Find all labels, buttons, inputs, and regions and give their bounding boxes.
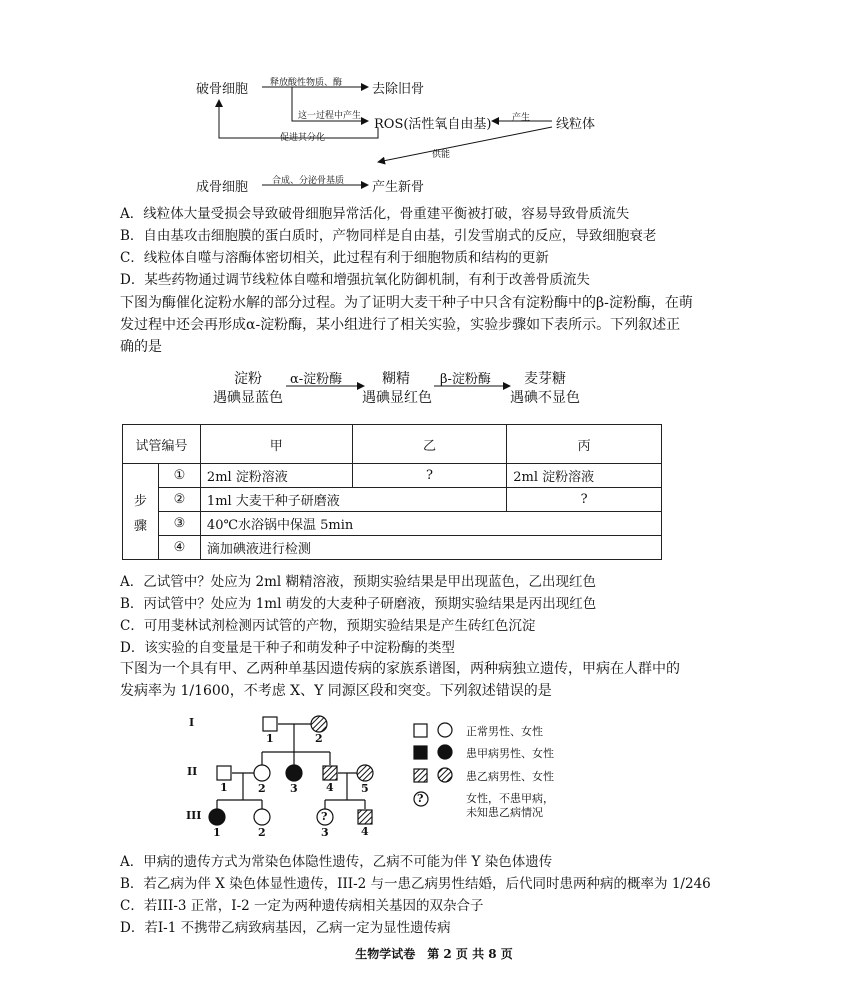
starch-label: 淀粉: [234, 371, 262, 387]
osteoclast-label: 破骨细胞: [196, 82, 249, 97]
dextrin-color-label: 遇碘显红色: [362, 390, 432, 406]
q3-stem-line1: 下图为一个具有甲、乙两种单基因遗传病的家族系谱图，两种病独立遗传，甲病在人群中的: [120, 661, 680, 677]
process-arrow-label: 这一过程中产生: [298, 111, 362, 121]
iii2-number: 2: [258, 826, 266, 839]
ii1-normal-male: [217, 766, 231, 780]
ii5-number: 5: [361, 782, 369, 795]
release-arrow-label: 释放酸性物质、酶: [270, 78, 343, 88]
iii4-b-male: [358, 810, 372, 824]
ros-label: ROS(活性氧自由基): [374, 117, 492, 132]
table-row: [123, 512, 662, 536]
generation-ii-label: II: [187, 765, 198, 778]
legend-a-text: 患甲病男性、女性: [466, 747, 554, 760]
iii1-number: 1: [213, 826, 221, 839]
page-footer: 生物学试卷 第 2 页 共 8 页: [355, 947, 513, 961]
step-4-num: ④: [158, 536, 200, 560]
q3-option-c: C．若III-3 正常，Ⅰ-2 一定为两种遗传病相关基因的双杂合子: [120, 898, 484, 914]
i2-b-female: [311, 716, 327, 732]
legend-a-female-icon: [438, 745, 452, 759]
legend-unknown-text-1: 女性，不患甲病，: [466, 792, 554, 805]
maltose-label: 麦芽糖: [524, 371, 566, 387]
q3-option-d: D．若Ⅰ-1 不携带乙病致病基因，乙病一定为显性遗传病: [120, 920, 451, 936]
produce-arrow-label: 产生: [512, 113, 531, 123]
i2-number: 2: [315, 732, 323, 745]
q3-option-b: B．若乙病为伴 X 染色体显性遗传，III-2 与一患乙病男性结婚，后代同时患两种病的概率为 1/246: [120, 876, 711, 892]
header-bing: 丙: [507, 425, 662, 464]
q2-stem-line3: 确的是: [120, 339, 162, 355]
step-2-jia-yi: 1ml 大麦干种子研磨液: [200, 488, 506, 512]
iii3-number: 3: [321, 826, 329, 839]
ii4-number: 4: [326, 781, 334, 794]
header-yi: 乙: [352, 425, 507, 464]
header-tube-id: 试管编号: [123, 425, 201, 464]
legend-b-female-icon: [438, 768, 452, 782]
generation-iii-label: III: [186, 809, 202, 822]
pedigree-individuals: [209, 716, 373, 825]
q2-stem-line1: 下图为酶催化淀粉水解的部分过程。为了证明大麦干种子中只含有淀粉酶中的β-淀粉酶，在萌: [120, 295, 693, 311]
experiment-table: [122, 424, 662, 560]
legend-normal-female-icon: [438, 723, 452, 737]
legend-unknown-text-2: 未知患乙病情况: [466, 806, 543, 819]
step-1-jia: 2ml 淀粉溶液: [200, 464, 352, 488]
q3-stem-line2: 发病率为 1/1600，不考虑 X、Y 同源区段和突变。下列叙述错误的是: [120, 683, 552, 699]
remove-bone-label: 去除旧骨: [372, 82, 425, 97]
maltose-color-label: 遇碘不显色: [510, 390, 580, 406]
q2-option-b: B．丙试管中？处应为 1ml 萌发的大麦种子研磨液，预期实验结果是丙出现红色: [120, 596, 597, 612]
legend-b-male-icon: [414, 769, 427, 782]
promote-arrow-label: 促进其分化: [280, 133, 326, 143]
legend-a-male-icon: [414, 746, 427, 759]
table-row: [123, 488, 662, 512]
step-2-bing: ?: [507, 488, 662, 512]
step-1-bing: 2ml 淀粉溶液: [507, 464, 662, 488]
legend-normal-text: 正常男性、女性: [466, 725, 543, 738]
q2-option-c: C．可用斐林试剂检测丙试管的产物，预期实验结果是产生砖红色沉淀: [120, 618, 536, 634]
q2-stem-line2: 发过程中还会再形成α-淀粉酶，某小组进行了相关实验，实验步骤如下表所示。下列叙述正: [120, 317, 681, 333]
q1-option-d: D．某些药物通过调节线粒体自噬和增强抗氧化防御机制，有利于改善骨质流失: [120, 272, 590, 288]
legend-normal-male-icon: [414, 724, 427, 737]
step-4-all: 滴加碘液进行检测: [200, 536, 661, 560]
q2-option-a: A．乙试管中？处应为 2ml 糊精溶液，预期实验结果是甲出现蓝色，乙出现红色: [120, 574, 597, 590]
table-row: [123, 536, 662, 560]
ii1-number: 1: [220, 781, 228, 794]
legend-b-text: 患乙病男性、女性: [466, 770, 554, 783]
synth-arrow-label: 合成、分泌骨基质: [272, 176, 345, 186]
q1-option-c: C．线粒体自噬与溶酶体密切相关，此过程有利于细胞物质和结构的更新: [120, 250, 549, 266]
q3-option-a: A．甲病的遗传方式为常染色体隐性遗传，乙病不可能为伴 Y 染色体遗传: [120, 854, 553, 870]
step-1-yi: ?: [352, 464, 507, 488]
table-header-row: [123, 425, 662, 464]
i1-number: 1: [266, 732, 274, 745]
legend-question-mark: ?: [417, 792, 424, 805]
q1-option-b: B．自由基攻击细胞膜的蛋白质时，产物同样是自由基，引发雪崩式的反应，导致细胞衰老: [120, 228, 657, 244]
diagram1-arrows: [219, 87, 552, 185]
ii5-b-female: [357, 765, 373, 781]
step-3-all: 40℃水浴锅中保温 5min: [200, 512, 661, 536]
new-bone-label: 产生新骨: [372, 180, 425, 195]
generation-i-label: I: [189, 716, 195, 729]
step-2-num: ②: [158, 488, 200, 512]
steps-label: 步 骤: [123, 464, 159, 560]
header-jia: 甲: [200, 425, 352, 464]
step-1-num: ①: [158, 464, 200, 488]
step-3-num: ③: [158, 512, 200, 536]
table-row: [123, 464, 662, 488]
q1-option-a: A．线粒体大量受损会导致破骨细胞异常活化，骨重建平衡被打破，容易导致骨质流失: [120, 206, 630, 222]
ii4-b-male: [323, 766, 337, 780]
starch-color-label: 遇碘显蓝色: [213, 390, 283, 406]
dextrin-label: 糊精: [382, 371, 410, 387]
q2-option-d: D．该实验的自变量是干种子和萌发种子中淀粉酶的类型: [120, 640, 455, 656]
iii1-a-female: [209, 809, 225, 825]
iii4-number: 4: [361, 825, 369, 838]
ii3-number: 3: [290, 782, 298, 795]
i1-normal-male: [263, 717, 277, 731]
iii2-normal-female: [254, 809, 270, 825]
iii3-question-mark: ?: [321, 810, 328, 823]
ii2-normal-female: [254, 765, 270, 781]
mitochondria-label: 线粒体: [556, 117, 596, 132]
beta-amylase-label: β-淀粉酶: [440, 372, 491, 387]
energy-arrow-label: 供能: [432, 150, 451, 160]
ii2-number: 2: [258, 782, 266, 795]
alpha-amylase-label: α-淀粉酶: [290, 372, 343, 387]
osteoblast-label: 成骨细胞: [196, 180, 249, 195]
ii3-a-female: [286, 765, 302, 781]
